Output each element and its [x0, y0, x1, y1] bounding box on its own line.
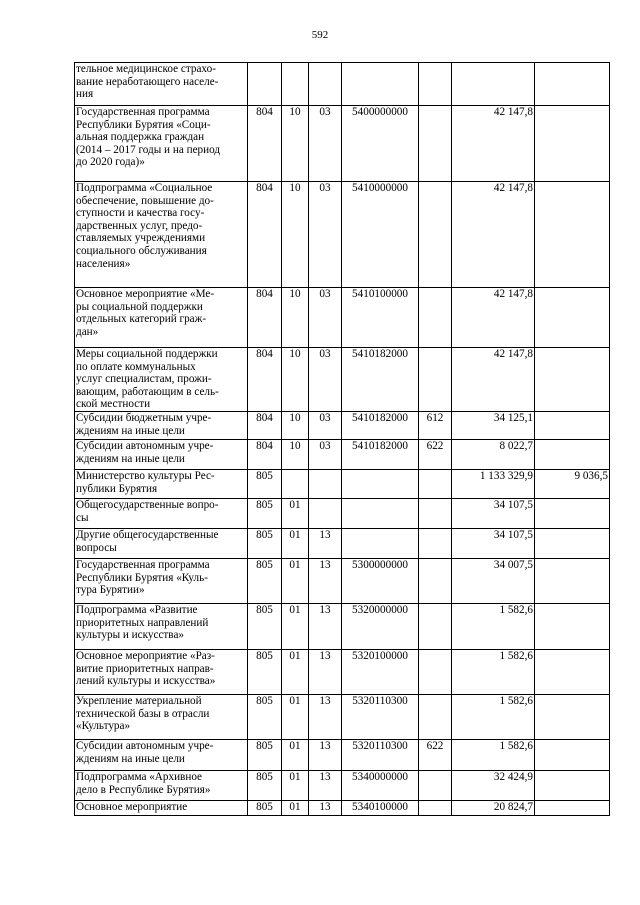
cell-amount-extra — [535, 558, 610, 603]
cell-amount-extra — [535, 411, 610, 439]
cell-section: 10 — [282, 348, 309, 412]
cell-expense-type — [419, 770, 452, 800]
cell-section: 10 — [282, 288, 309, 348]
cell-amount-extra — [535, 694, 610, 739]
cell-name: Другие общегосударственные вопросы — [75, 528, 248, 558]
cell-target-article: 5340000000 — [342, 770, 419, 800]
cell-target-article: 5410100000 — [342, 288, 419, 348]
cell-subsection: 03 — [309, 106, 342, 182]
cell-target-article: 5400000000 — [342, 106, 419, 182]
table-row — [75, 800, 610, 815]
cell-section: 10 — [282, 182, 309, 288]
cell-section: 01 — [282, 739, 309, 770]
cell-subsection: 03 — [309, 182, 342, 288]
cell-amount-extra — [535, 63, 610, 106]
cell-expense-type — [419, 469, 452, 498]
cell-amount-extra — [535, 528, 610, 558]
cell-amount: 42 147,8 — [452, 106, 535, 182]
cell-name: Основное мероприятие «Раз- витие приоритетных направ- лений культуры и искусства» — [75, 649, 248, 694]
cell-target-article — [342, 498, 419, 528]
cell-subsection — [309, 498, 342, 528]
cell-ministry-code: 804 — [248, 182, 282, 288]
cell-subsection: 13 — [309, 739, 342, 770]
cell-amount-extra — [535, 106, 610, 182]
cell-section: 10 — [282, 106, 309, 182]
cell-ministry-code: 804 — [248, 411, 282, 439]
cell-amount: 34 007,5 — [452, 558, 535, 603]
cell-amount-extra — [535, 800, 610, 815]
cell-section: 01 — [282, 603, 309, 649]
cell-subsection: 03 — [309, 348, 342, 412]
cell-amount: 1 582,6 — [452, 694, 535, 739]
cell-expense-type: 622 — [419, 739, 452, 770]
table-row — [75, 528, 610, 558]
cell-ministry-code — [248, 63, 282, 106]
cell-subsection: 13 — [309, 649, 342, 694]
cell-name: Меры социальной поддержки по оплате коммунальных услуг специалистам, прожи- вающим, работающим в сель- ской местности — [75, 348, 248, 412]
cell-ministry-code: 805 — [248, 469, 282, 498]
cell-target-article: 5410182000 — [342, 348, 419, 412]
cell-subsection: 13 — [309, 528, 342, 558]
cell-target-article — [342, 63, 419, 106]
cell-amount-extra: 9 036,5 — [535, 469, 610, 498]
cell-expense-type — [419, 800, 452, 815]
budget-table — [74, 62, 610, 816]
cell-ministry-code: 804 — [248, 288, 282, 348]
cell-target-article: 5340100000 — [342, 800, 419, 815]
cell-amount-extra — [535, 439, 610, 469]
cell-ministry-code: 805 — [248, 694, 282, 739]
cell-expense-type — [419, 182, 452, 288]
cell-amount: 1 582,6 — [452, 603, 535, 649]
cell-amount-extra — [535, 288, 610, 348]
cell-amount: 32 424,9 — [452, 770, 535, 800]
cell-amount — [452, 63, 535, 106]
cell-name: Субсидии автономным учре- ждениям на иные цели — [75, 739, 248, 770]
cell-amount-extra — [535, 649, 610, 694]
cell-amount: 1 582,6 — [452, 739, 535, 770]
cell-name: Укрепление материальной технической базы в отрасли «Культура» — [75, 694, 248, 739]
cell-target-article: 5320100000 — [342, 649, 419, 694]
cell-subsection: 03 — [309, 288, 342, 348]
cell-name: Субсидии автономным учре- ждениям на иные цели — [75, 439, 248, 469]
cell-name: Подпрограмма «Социальное обеспечение, повышение до- ступности и качества госу- дарственных услуг, предо- ставляемых учреждениями социального обслуживания населения» — [75, 182, 248, 288]
cell-target-article — [342, 528, 419, 558]
cell-target-article — [342, 469, 419, 498]
cell-target-article: 5320000000 — [342, 603, 419, 649]
cell-amount: 1 133 329,9 — [452, 469, 535, 498]
table-row — [75, 411, 610, 439]
cell-ministry-code: 804 — [248, 439, 282, 469]
cell-section — [282, 469, 309, 498]
cell-ministry-code: 805 — [248, 739, 282, 770]
cell-name: Государственная программа Республики Бурятия «Соци- альная поддержка граждан (2014 – 2017 годы и на период до 2020 года)» — [75, 106, 248, 182]
cell-target-article: 5410182000 — [342, 439, 419, 469]
cell-target-article: 5320110300 — [342, 739, 419, 770]
cell-target-article: 5410182000 — [342, 411, 419, 439]
page-number: 592 — [311, 29, 329, 41]
cell-ministry-code: 805 — [248, 800, 282, 815]
cell-amount-extra — [535, 182, 610, 288]
table-row — [75, 498, 610, 528]
cell-target-article: 5410000000 — [342, 182, 419, 288]
table-row — [75, 603, 610, 649]
cell-subsection — [309, 469, 342, 498]
cell-name: Основное мероприятие — [75, 800, 248, 815]
cell-amount-extra — [535, 348, 610, 412]
cell-subsection: 13 — [309, 800, 342, 815]
cell-ministry-code: 805 — [248, 498, 282, 528]
cell-section: 01 — [282, 800, 309, 815]
cell-section: 01 — [282, 770, 309, 800]
cell-expense-type — [419, 63, 452, 106]
table-row — [75, 348, 610, 412]
cell-section: 10 — [282, 439, 309, 469]
cell-subsection: 03 — [309, 439, 342, 469]
table-row — [75, 649, 610, 694]
table-row — [75, 106, 610, 182]
cell-section: 10 — [282, 411, 309, 439]
cell-amount-extra — [535, 770, 610, 800]
cell-section: 01 — [282, 558, 309, 603]
cell-ministry-code: 805 — [248, 603, 282, 649]
cell-expense-type — [419, 106, 452, 182]
cell-ministry-code: 805 — [248, 649, 282, 694]
cell-expense-type — [419, 288, 452, 348]
cell-section: 01 — [282, 528, 309, 558]
cell-ministry-code: 805 — [248, 770, 282, 800]
cell-expense-type — [419, 603, 452, 649]
cell-expense-type: 622 — [419, 439, 452, 469]
cell-section: 01 — [282, 649, 309, 694]
cell-name: Министерство культуры Рес- публики Бурятия — [75, 469, 248, 498]
table-row — [75, 439, 610, 469]
cell-name: Государственная программа Республики Бурятия «Куль- тура Бурятии» — [75, 558, 248, 603]
cell-expense-type: 612 — [419, 411, 452, 439]
cell-name: тельное медицинское страхо- вание неработающего населе- ния — [75, 63, 248, 106]
table-row — [75, 182, 610, 288]
cell-amount: 42 147,8 — [452, 182, 535, 288]
cell-expense-type — [419, 498, 452, 528]
cell-amount: 1 582,6 — [452, 649, 535, 694]
cell-ministry-code: 805 — [248, 558, 282, 603]
table-row — [75, 558, 610, 603]
cell-name: Основное мероприятие «Ме- ры социальной поддержки отдельных категорий граж- дан» — [75, 288, 248, 348]
cell-amount: 42 147,8 — [452, 288, 535, 348]
cell-subsection: 13 — [309, 770, 342, 800]
cell-subsection: 03 — [309, 411, 342, 439]
cell-subsection — [309, 63, 342, 106]
cell-amount: 8 022,7 — [452, 439, 535, 469]
cell-ministry-code: 804 — [248, 348, 282, 412]
cell-subsection: 13 — [309, 694, 342, 739]
cell-section: 01 — [282, 498, 309, 528]
cell-name: Общегосударственные вопро- сы — [75, 498, 248, 528]
cell-amount: 34 107,5 — [452, 528, 535, 558]
cell-amount: 34 125,1 — [452, 411, 535, 439]
table-row — [75, 694, 610, 739]
cell-section — [282, 63, 309, 106]
cell-amount: 34 107,5 — [452, 498, 535, 528]
table-row — [75, 469, 610, 498]
cell-expense-type — [419, 348, 452, 412]
cell-name: Субсидии бюджетным учре- ждениям на иные цели — [75, 411, 248, 439]
cell-section: 01 — [282, 694, 309, 739]
cell-ministry-code: 805 — [248, 528, 282, 558]
table-row — [75, 63, 610, 106]
cell-expense-type — [419, 649, 452, 694]
cell-subsection: 13 — [309, 603, 342, 649]
table-row — [75, 770, 610, 800]
cell-subsection: 13 — [309, 558, 342, 603]
table-row — [75, 288, 610, 348]
table-row — [75, 739, 610, 770]
cell-expense-type — [419, 694, 452, 739]
cell-expense-type — [419, 558, 452, 603]
cell-amount-extra — [535, 603, 610, 649]
cell-name: Подпрограмма «Развитие приоритетных направлений культуры и искусства» — [75, 603, 248, 649]
cell-expense-type — [419, 528, 452, 558]
cell-amount-extra — [535, 739, 610, 770]
cell-amount: 42 147,8 — [452, 348, 535, 412]
cell-amount-extra — [535, 498, 610, 528]
cell-name: Подпрограмма «Архивное дело в Республике Бурятия» — [75, 770, 248, 800]
cell-target-article: 5320110300 — [342, 694, 419, 739]
cell-amount: 20 824,7 — [452, 800, 535, 815]
cell-target-article: 5300000000 — [342, 558, 419, 603]
cell-ministry-code: 804 — [248, 106, 282, 182]
